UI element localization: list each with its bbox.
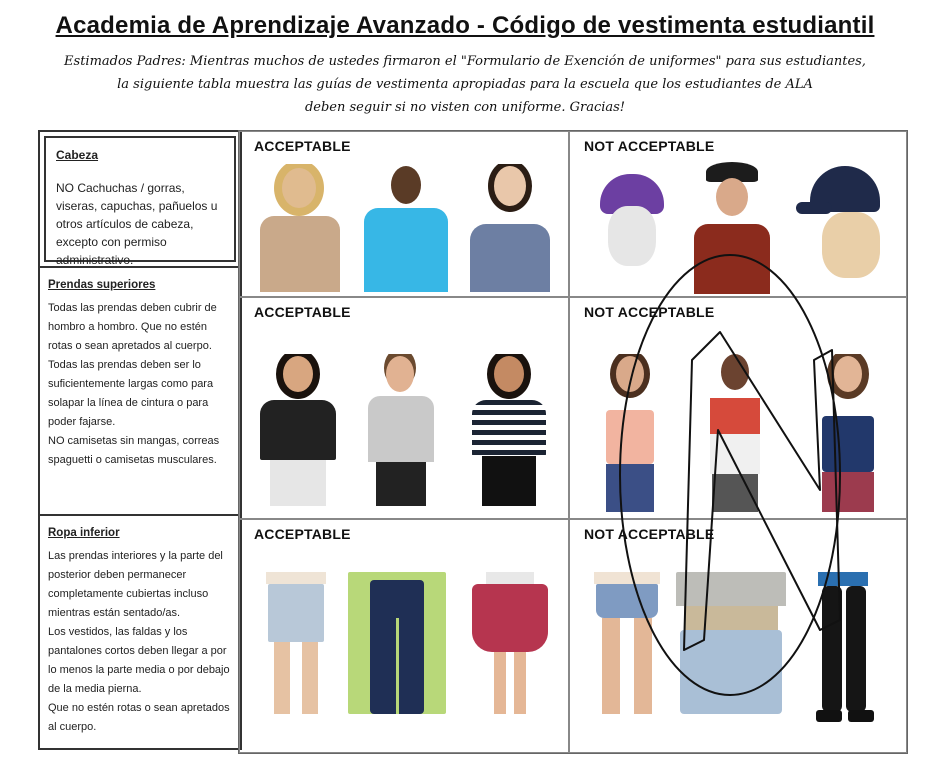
head-acceptable-cell — [239, 131, 569, 297]
bottoms-rules-box — [40, 518, 240, 750]
head-heading: Cabeza — [56, 148, 99, 162]
tops-acceptable-cell — [239, 297, 569, 519]
intro-line-3: deben seguir si no visten con uniforme. Gracias! — [304, 100, 626, 115]
tops-text-2: Todas las prendas deben ser lo suficientemente largas como para solapar la línea de cintura o para poder fajarse. — [48, 359, 214, 428]
photo-girl-striped-top — [462, 354, 556, 506]
photo-girl-grey-tee — [464, 164, 556, 292]
photo-girl-black-blouse — [256, 354, 340, 506]
bottoms-text-1: Las prendas interiores y la parte del posterior deben permanecer completamente cubiertas incluso mientras están sentado/as. — [48, 550, 223, 619]
intro-paragraph — [30, 50, 900, 119]
overlay-oval — [620, 255, 840, 695]
overlay-letter — [684, 332, 840, 650]
bottoms-text-2: Los vestidos, las faldas y los pantalones cortos deben llegar a por lo menos la parte media o por debajo de la media pierna. — [48, 626, 230, 695]
photo-girl-sheer-top — [254, 164, 346, 292]
overlay-drawing — [600, 240, 860, 710]
acceptable-label: ACCEPTABLE — [254, 138, 351, 154]
tops-text-1: Todas las prendas deben cubrir de hombro a hombro. Que no estén rotas o sean apretados al cuerpo. — [48, 302, 217, 352]
not-acceptable-label: NOT ACCEPTABLE — [584, 526, 715, 542]
not-acceptable-label: NOT ACCEPTABLE — [584, 304, 715, 320]
photo-boy-graphic-tee — [364, 354, 438, 506]
intro-line-1: Estimados Padres: Mientras muchos de ustedes firmaron el "Formulario de Exención de uniformes" para sus estudiantes, — [64, 54, 866, 69]
bottoms-text-3: Que no estén rotas o sean apretados al cuerpo. — [48, 702, 230, 733]
tops-text-3: NO camisetas sin mangas, correas spaguetti o camisetas musculares. — [48, 435, 220, 466]
photo-blue-jeans — [348, 572, 446, 714]
bottoms-heading: Ropa inferior — [48, 527, 120, 539]
photo-pink-skirt — [466, 572, 554, 714]
document-title: Academia de Aprendizaje Avanzado - Código de vestimenta estudiantil — [55, 12, 875, 39]
head-rules-box — [40, 130, 240, 268]
tops-heading: Prendas superiores — [48, 279, 156, 291]
photo-denim-shorts — [262, 572, 330, 714]
not-acceptable-label: NOT ACCEPTABLE — [584, 138, 715, 154]
head-text: NO Cachuchas / gorras, viseras, capuchas, pañuelos u otros artículos de cabeza, excepto con permiso administrativo. — [56, 181, 218, 267]
head-rules-inner — [44, 136, 236, 267]
intro-line-2: la siguiente tabla muestra las guías de vestimenta apropiadas para la escuela que los estudiantes de ALA — [117, 77, 813, 92]
tops-rules-box — [40, 270, 240, 516]
acceptable-label: ACCEPTABLE — [254, 304, 351, 320]
acceptable-label: ACCEPTABLE — [254, 526, 351, 542]
photo-boy-blue-polo — [360, 164, 452, 292]
bottoms-acceptable-cell — [239, 519, 569, 753]
rules-column — [38, 130, 242, 750]
